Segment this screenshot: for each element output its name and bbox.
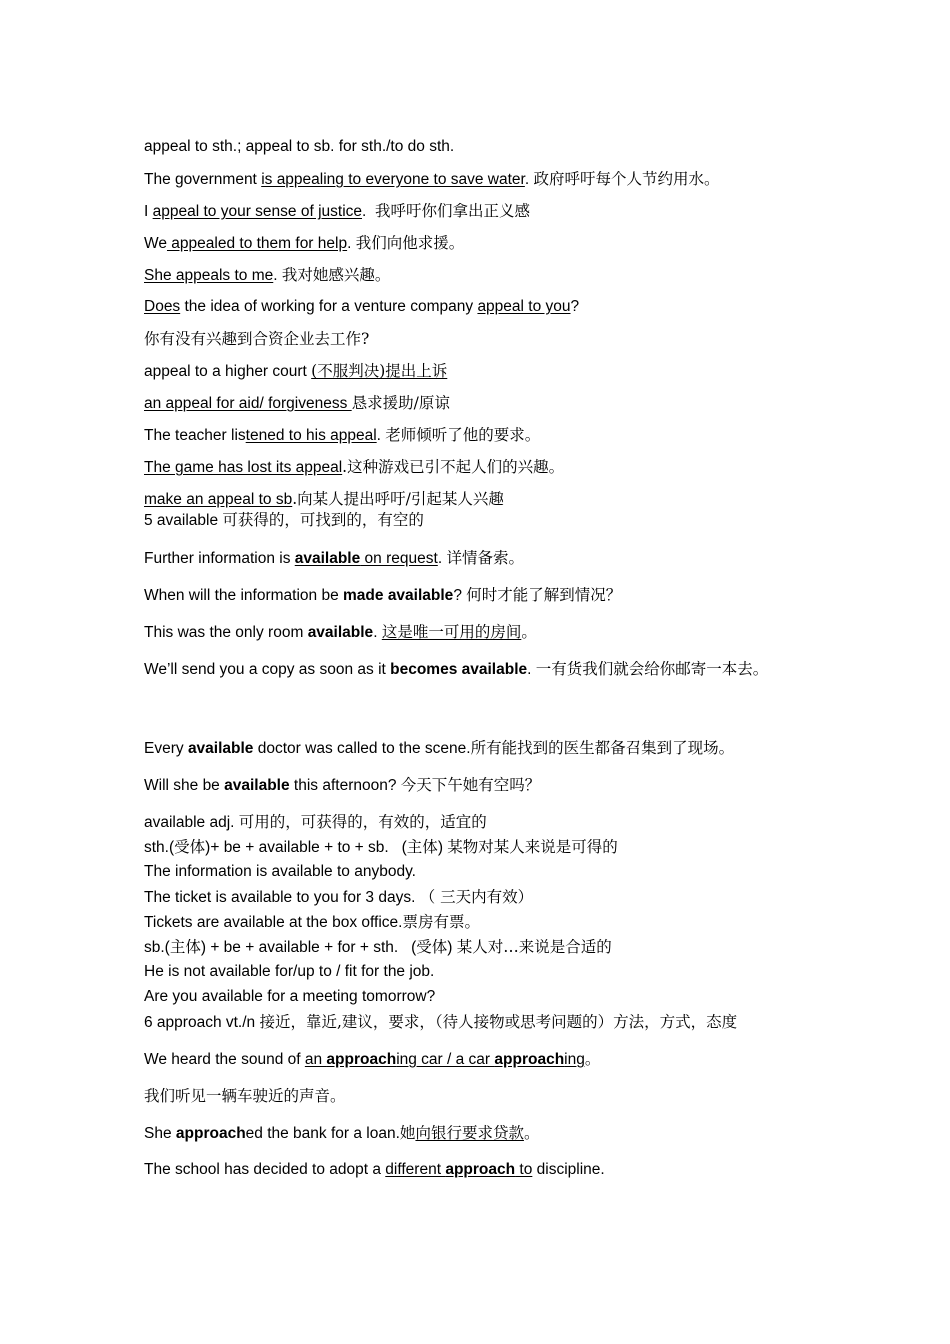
text-line	[144, 265, 390, 285]
text-run: 恳求援助/原谅	[351, 394, 450, 412]
text-run: 今天下午她有空吗？	[400, 776, 541, 794]
text-run: 。	[584, 1050, 601, 1068]
text-run: 。	[521, 623, 537, 641]
text-run: She	[144, 1125, 176, 1142]
text-run: ed the bank for a loan.	[245, 1125, 400, 1142]
text-run: this afternoon?	[289, 777, 401, 794]
text-line	[144, 489, 504, 509]
text-run: .	[527, 661, 536, 678]
text-run: Does	[144, 298, 181, 315]
text-run: made available	[343, 587, 454, 604]
text-run: 我们向他求援。	[355, 234, 465, 252]
text-run: 某物对某人来说是可得的	[447, 838, 618, 856]
text-run: an appeal for aid/ forgiveness	[144, 395, 352, 412]
text-run: .这种游戏已引不起人们的兴趣。	[342, 458, 565, 476]
text-run: 票房有票。	[402, 913, 480, 931]
text-line	[144, 887, 533, 907]
text-run: appeal to you	[477, 298, 571, 315]
text-run: This was the only room	[144, 624, 308, 641]
text-run: The government	[144, 171, 262, 188]
text-line	[144, 457, 564, 477]
text-run: ing car / a car	[396, 1051, 495, 1068]
text-run: make an appeal to sb	[144, 491, 293, 508]
text-line	[144, 393, 450, 413]
text-run: 我对她感兴趣。	[281, 266, 391, 284]
text-run: tened to his appeal	[245, 427, 377, 444]
text-line	[144, 1123, 539, 1143]
text-run: I	[144, 203, 153, 220]
text-run: 这是唯一可用的房间	[381, 623, 522, 641]
text-line	[144, 659, 768, 679]
text-run: appealed to them for help	[166, 235, 348, 252]
text-run: discipline.	[532, 1161, 605, 1178]
text-run: 受体	[174, 838, 206, 856]
text-run: 可用的，可获得的，有效的，适宜的	[238, 813, 487, 831]
text-run: available	[224, 777, 290, 794]
text-run: The ticket is available to you for 3 days.	[144, 889, 420, 906]
text-line	[144, 987, 435, 1007]
text-run: .	[376, 427, 386, 444]
text-line	[144, 510, 424, 530]
text-run: 可获得的，可找到的，有空的	[222, 511, 424, 529]
text-run: Tickets are available at the box office.	[144, 914, 403, 931]
text-run: sb.(	[144, 939, 170, 956]
text-run: 接近，靠近,建议，要求，（待人接物或思考问题的）方法，方式，态度	[259, 1013, 738, 1031]
text-run: （ 三天内有效）	[419, 888, 534, 906]
text-run: becomes available	[390, 661, 528, 678]
text-run: sth.(	[144, 839, 175, 856]
text-run: 她	[399, 1124, 416, 1142]
text-run: doctor was called to the scene.	[253, 740, 471, 757]
text-run: Every	[144, 740, 188, 757]
text-run: 政府呼吁每个人节约用水。	[533, 170, 720, 188]
text-run: 。	[523, 1124, 540, 1142]
text-line	[144, 297, 579, 317]
text-line	[144, 329, 369, 349]
text-run: Will she be	[144, 777, 225, 794]
text-run: is appealing to everyone to save water	[261, 171, 525, 188]
text-line	[144, 1160, 605, 1180]
text-run: .	[273, 267, 282, 284]
text-run: Further information is	[144, 550, 295, 567]
text-run: appeal to sth.; appeal to sb. for sth./to do sth.	[144, 138, 455, 155]
text-run: 6 approach vt./n	[144, 1014, 260, 1031]
text-run: available	[294, 550, 361, 567]
text-run: The school has decided to adopt a	[144, 1161, 386, 1178]
text-run: the idea of working for a venture company	[180, 298, 478, 315]
text-run: available	[307, 624, 374, 641]
text-run: )	[447, 939, 457, 956]
text-line	[144, 425, 540, 445]
text-run: approach	[445, 1161, 516, 1178]
text-run: appeal to your sense of justice	[152, 203, 363, 220]
text-line	[144, 837, 618, 857]
text-run: 我们听见一辆车驶近的声音。	[144, 1087, 346, 1105]
text-run: 某人对…来说是合适的	[456, 938, 612, 956]
text-run: an	[304, 1051, 327, 1068]
text-run: 向银行要求贷款	[415, 1124, 524, 1142]
text-run: 所有能找到的医生都备召集到了现场。	[470, 739, 735, 757]
text-run: 详情备索。	[446, 549, 524, 567]
text-run: to	[515, 1161, 533, 1178]
text-run: 主体	[169, 938, 201, 956]
text-run: When will the information be	[144, 587, 344, 604]
text-run: 主体	[406, 838, 438, 856]
text-run: .	[347, 235, 356, 252]
text-run: We heard the sound of	[144, 1051, 305, 1068]
text-run: .	[373, 624, 382, 641]
text-run: approach	[326, 1051, 397, 1068]
text-run: appeal to a higher court	[144, 363, 312, 380]
text-run: 何时才能了解到情况？	[466, 586, 622, 604]
text-run: Are you available for a meeting tomorrow?	[144, 988, 436, 1005]
text-line	[144, 912, 480, 932]
text-run: We’ll send you a copy as soon as it	[144, 661, 391, 678]
text-run: (不服判决)提出上诉	[311, 362, 448, 380]
text-line	[144, 1086, 346, 1106]
text-line	[144, 1049, 600, 1069]
text-run: different	[385, 1161, 446, 1178]
text-line	[144, 1012, 737, 1032]
text-run: available adj.	[144, 814, 239, 831]
text-run: She appeals to me	[144, 267, 274, 284]
text-run: He is not available for/up to / fit for the job.	[144, 963, 435, 980]
text-line	[144, 548, 524, 568]
text-line	[144, 622, 537, 642]
text-run: approach	[494, 1051, 565, 1068]
text-line	[144, 738, 734, 758]
text-run: )+ be + available + to + sb. (	[205, 839, 407, 856]
text-run: The information is available to anybody.	[144, 863, 416, 880]
text-line	[144, 812, 487, 832]
text-run: available	[187, 740, 254, 757]
text-line	[144, 962, 434, 982]
text-run: 我呼吁你们拿出正义感	[374, 202, 530, 220]
text-run: 你有没有兴趣到合资企业去工作?	[144, 330, 370, 348]
text-line	[144, 137, 454, 157]
text-run: .	[524, 171, 534, 188]
text-run: approach	[175, 1125, 246, 1142]
text-run: We	[144, 235, 167, 252]
text-line	[144, 775, 540, 795]
text-line	[144, 233, 464, 253]
text-run: ) + be + available + for + sth. (	[200, 939, 417, 956]
text-run: 5 available	[144, 512, 223, 529]
text-line	[144, 201, 530, 221]
text-run: The teacher lis	[144, 427, 246, 444]
text-line	[144, 862, 416, 882]
text-run: 受体	[416, 938, 448, 956]
text-run: 老师倾听了他的要求。	[385, 426, 541, 444]
text-run: .	[437, 550, 447, 567]
text-run: )	[437, 839, 448, 856]
text-run: on request	[360, 550, 438, 567]
text-run: ing	[564, 1051, 585, 1068]
text-line	[144, 169, 720, 189]
text-run: ?	[453, 587, 467, 604]
text-run: ?	[570, 298, 580, 315]
text-run: 一有货我们就会给你邮寄一本去。	[535, 660, 769, 678]
text-run: .向某人提出呼吁/引起某人兴趣	[292, 490, 504, 508]
text-run: The game has lost its appeal	[144, 459, 343, 476]
text-line	[144, 361, 447, 381]
text-line	[144, 585, 621, 605]
text-run: .	[362, 203, 375, 220]
text-line	[144, 937, 612, 957]
